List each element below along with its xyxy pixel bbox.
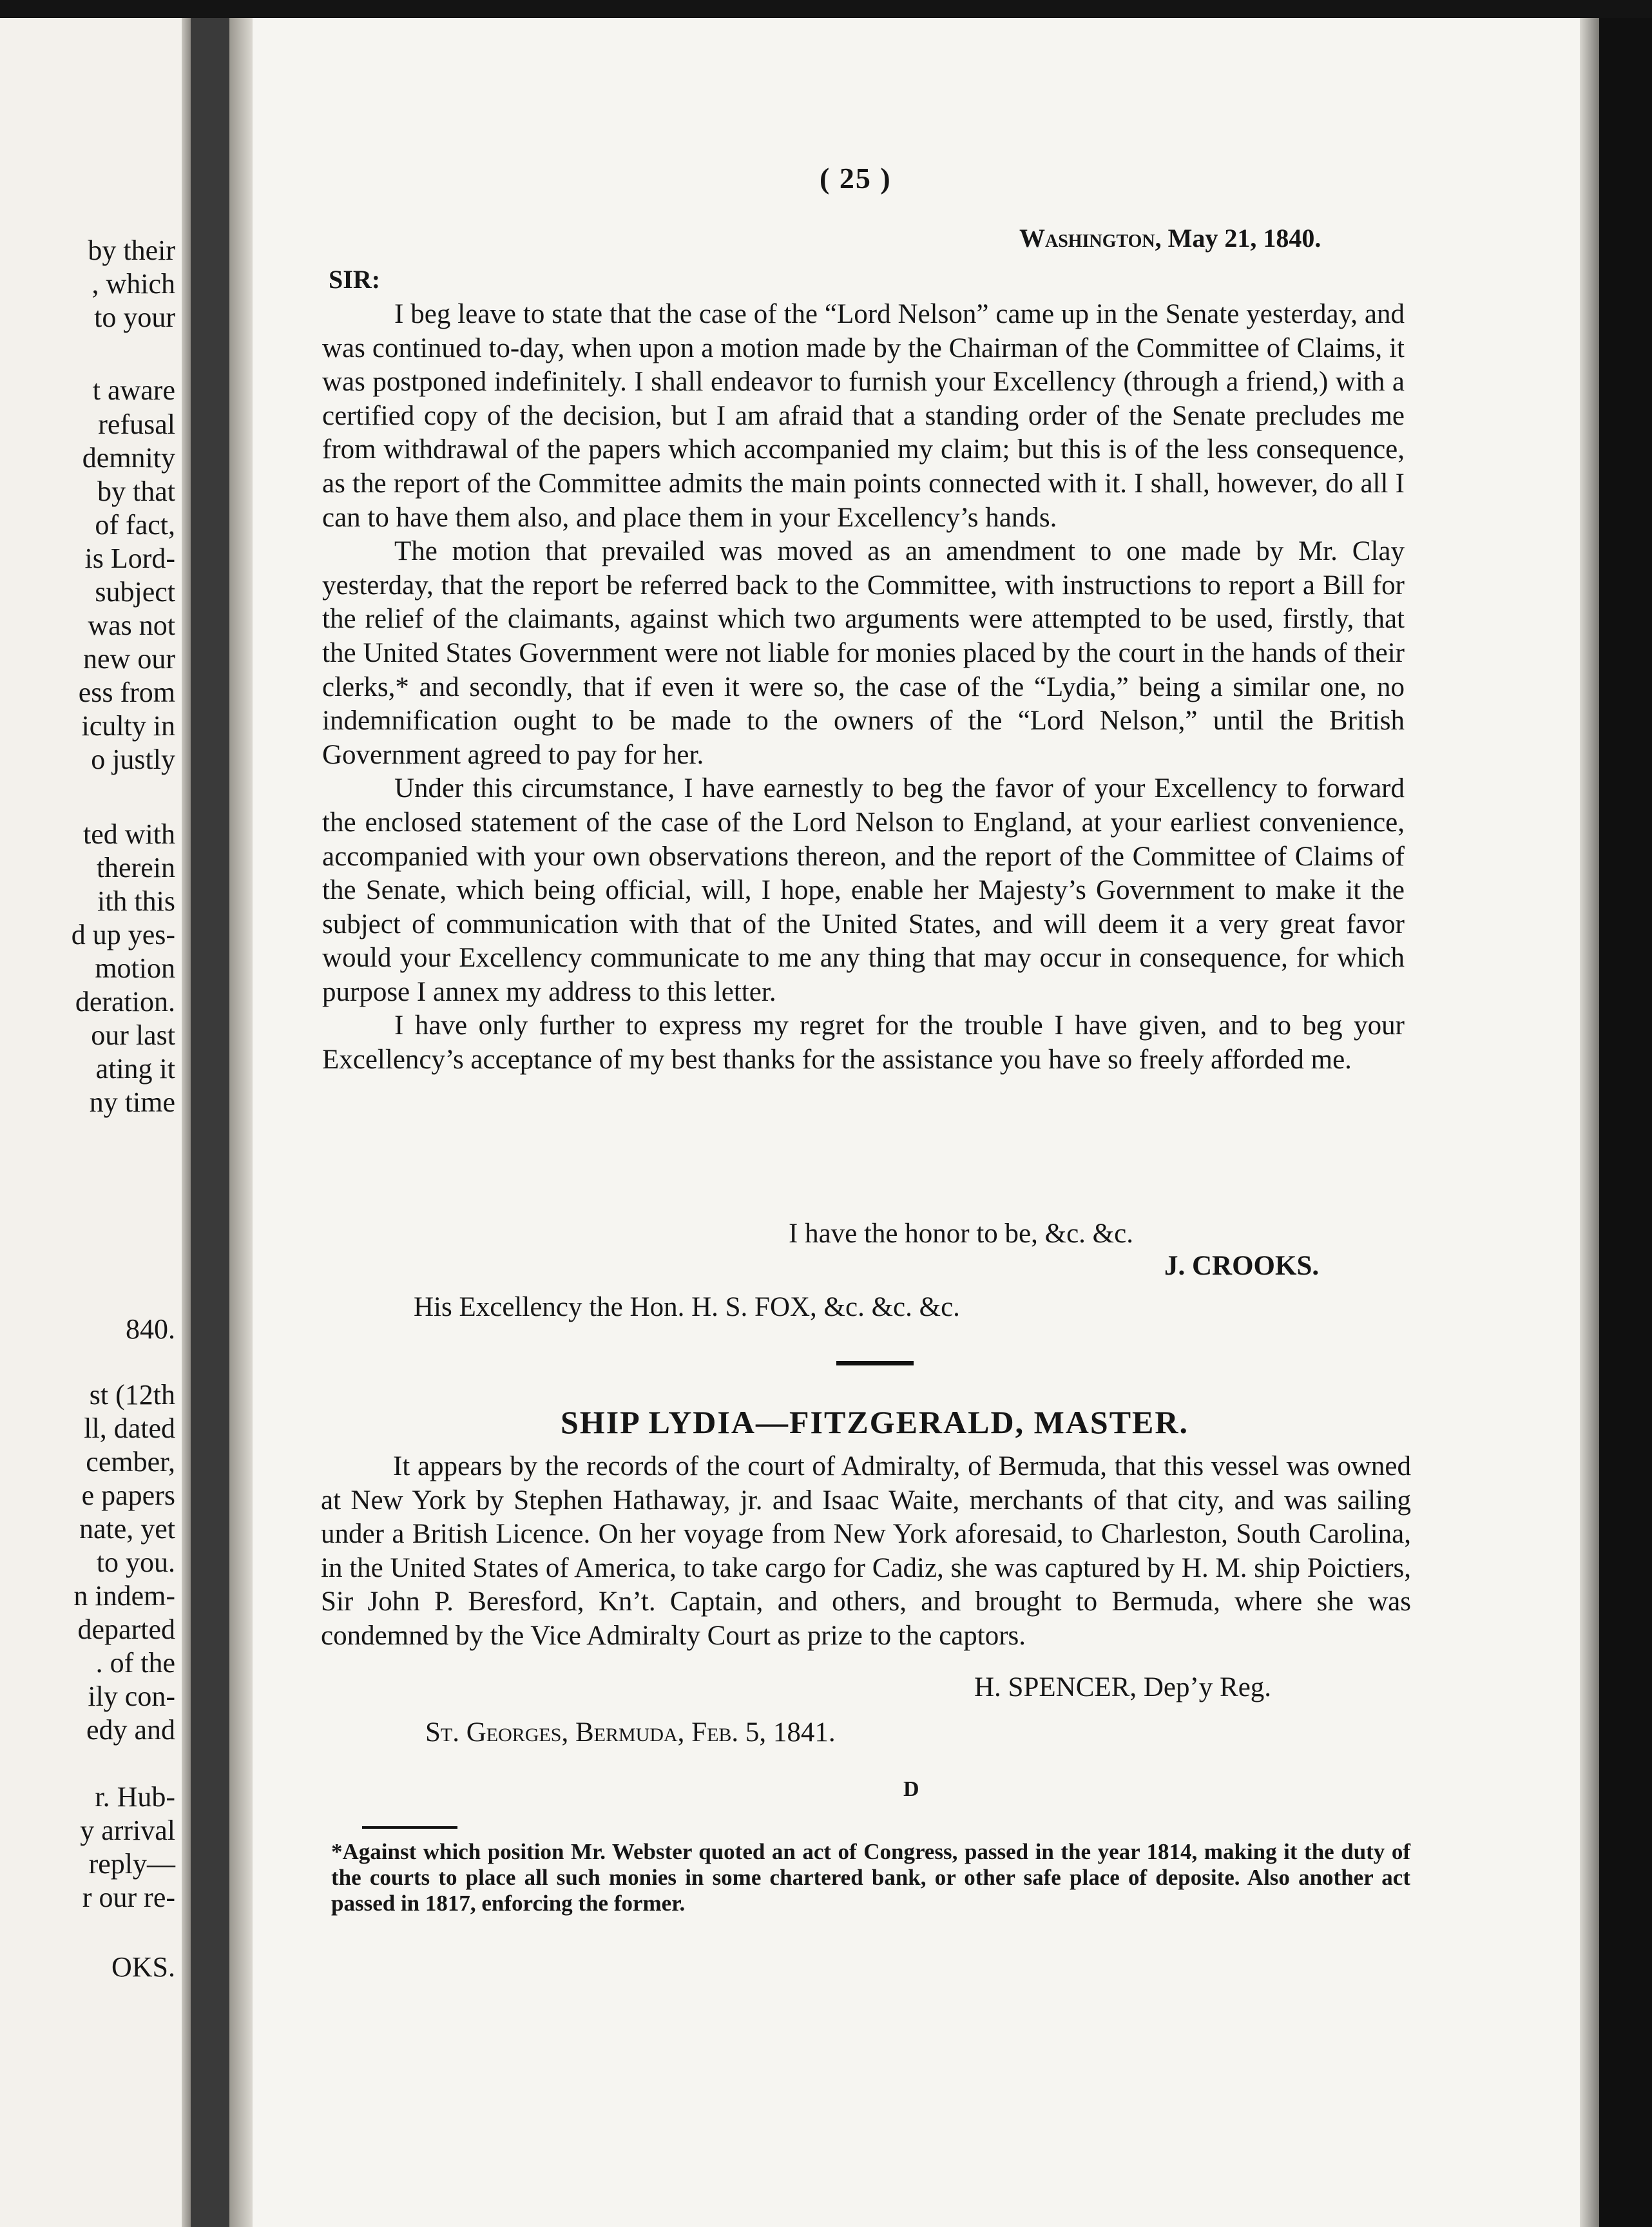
facing-line: departed xyxy=(77,1614,175,1645)
facing-line: nate, yet xyxy=(79,1513,175,1545)
page-edge xyxy=(1580,18,1599,2227)
facing-line: is Lord- xyxy=(84,543,175,574)
facing-line: demnity xyxy=(82,442,175,474)
facing-line: n indem- xyxy=(73,1580,175,1612)
facing-line: r. Hub- xyxy=(95,1781,175,1813)
facing-line: ess from xyxy=(78,677,175,708)
signature-mark: D xyxy=(903,1777,919,1801)
dateline-place: Washington, xyxy=(1019,224,1162,253)
book-spine xyxy=(229,18,253,2227)
facing-line: y arrival xyxy=(80,1815,175,1846)
footnote: *Against which position Mr. Webster quoted an act of Congress, passed in the year 1814, making it the duty of the courts to place all such monies in some chartered bank, or other safe place of deposite. Also another act passed in 1817, enforcing the former. xyxy=(331,1839,1410,1916)
facing-line: st (12th xyxy=(89,1379,175,1411)
section-dateline: St. Georges, Bermuda, Feb. 5, 1841. xyxy=(425,1717,836,1748)
facing-page-gutter xyxy=(182,18,191,2227)
facing-line: to your xyxy=(94,302,175,333)
addressee: His Excellency the Hon. H. S. FOX, &c. &c. &c. xyxy=(414,1292,960,1322)
letter-paragraph: The motion that prevailed was moved as an amendment to one made by Mr. Clay yesterday, that the report be referred back to the Committee, with instructions to report a Bill for the relief of the claimants, against which two arguments were attempted to be used, firstly, that the United States Government were not liable for monies placed by the court in the hands of their clerks,* and secondly, that if even it were so, the case of the “Lydia,” being a similar one, no indemnification ought to be made to the owners of the “Lord Nelson,” until the British Government agreed to pay for her. xyxy=(322,536,1405,770)
facing-line: r our re- xyxy=(82,1882,175,1913)
signature: J. CROOKS. xyxy=(1164,1251,1320,1281)
facing-line: ith this xyxy=(97,885,175,917)
facing-line: OKS. xyxy=(111,1951,175,1983)
facing-line: subject xyxy=(95,576,175,608)
section-paragraph: It appears by the records of the court of Admiralty, of Bermuda, that this vessel was owned at New York by Stephen Hathaway, jr. and Isaac Waite, merchants of that city, and was sailing under a British Licence. On her voyage from New York aforesaid, to Charleston, South Carolina, in the United States of America, to take cargo for Cadiz, she was captured by H. M. ship Poictiers, Sir John P. Beresford, Kn’t. Captain, and others, and brought to Bermuda, where she was condemned by the Vice Admiralty Court as prize to the captors. xyxy=(321,1451,1411,1651)
document-page xyxy=(253,18,1580,2227)
facing-line: iculty in xyxy=(81,710,175,742)
facing-line: cember, xyxy=(86,1446,175,1478)
facing-line: new our xyxy=(83,643,175,675)
facing-line: motion xyxy=(95,952,175,984)
footnote-rule xyxy=(362,1826,457,1829)
letter-paragraph: I beg leave to state that the case of the “Lord Nelson” came up in the Senate yesterday, and was continued to-day, when upon a motion made by the Chairman of the Committee of Claims, it was postponed indefinitely. I shall endeavor to furnish your Excellency (through a friend,) with a certified copy of the decision, but I am afraid that a standing order of the Senate precludes me from withdrawal of the papers which accompanied my claim; but this is of the less consequence, as the report of the Committee admits the main points connected with it. I shall, however, do all I can to have them also, and place them in your Excellency’s hands. xyxy=(322,299,1405,533)
facing-line: 840. xyxy=(126,1313,175,1345)
facing-line: was not xyxy=(88,610,175,641)
letter-body xyxy=(322,298,1405,1077)
letter-paragraph: I have only further to express my regret for the trouble I have given, and to beg your Excellency’s acceptance of my best thanks for the assistance you have so freely afforded me. xyxy=(322,1010,1405,1075)
facing-line: . of the xyxy=(95,1647,175,1679)
facing-line: e papers xyxy=(81,1480,175,1511)
facing-page-fragment xyxy=(0,18,191,2227)
facing-line: of fact, xyxy=(95,509,175,541)
scan-top-border xyxy=(0,0,1652,18)
facing-line: t aware xyxy=(92,374,175,406)
facing-line: ating it xyxy=(95,1053,175,1085)
facing-line: refusal xyxy=(98,409,175,440)
dateline xyxy=(1019,223,1321,253)
scan-gutter-shadow xyxy=(191,18,229,2227)
facing-line: reply— xyxy=(88,1848,175,1880)
section-signature: H. SPENCER, Dep’y Reg. xyxy=(974,1672,1272,1702)
facing-line: by their xyxy=(88,235,175,266)
salutation: SIR: xyxy=(329,265,381,294)
facing-line: our last xyxy=(91,1019,175,1051)
facing-line: to you. xyxy=(96,1547,175,1578)
section-title: SHIP LYDIA—FITZGERALD, MASTER. xyxy=(561,1404,1189,1440)
facing-line: deration. xyxy=(75,986,175,1017)
page-number: ( 25 ) xyxy=(820,162,892,195)
scan-right-border xyxy=(1599,18,1652,2227)
dateline-date: May 21, 1840. xyxy=(1167,224,1321,253)
facing-line: ted with xyxy=(83,818,175,850)
facing-line: edy and xyxy=(86,1714,175,1746)
section-body xyxy=(321,1450,1411,1653)
facing-line: d up yes- xyxy=(71,919,175,950)
facing-line: by that xyxy=(97,476,175,507)
closing: I have the honor to be, &c. &c. xyxy=(789,1219,1133,1249)
facing-line: o justly xyxy=(91,744,175,775)
section-divider xyxy=(836,1361,914,1365)
facing-line: ny time xyxy=(89,1086,175,1118)
letter-paragraph: Under this circumstance, I have earnestly to beg the favor of your Excellency to forward the enclosed statement of the case of the Lord Nelson to England, at your earliest convenience, accompanied with your own observations thereon, and the report of the Committee of Claims of the Senate, which being official, will, I hope, enable her Majesty’s Government to make it the subject of communication with that of the United States, and will deem it a very great favor would your Excellency communicate to me any thing that may occur in consequence, for which purpose I annex my address to this letter. xyxy=(322,773,1405,1007)
facing-line: ll, dated xyxy=(84,1412,175,1444)
facing-line: therein xyxy=(96,852,175,883)
facing-line: , which xyxy=(91,268,175,300)
facing-line: ily con- xyxy=(88,1681,175,1712)
